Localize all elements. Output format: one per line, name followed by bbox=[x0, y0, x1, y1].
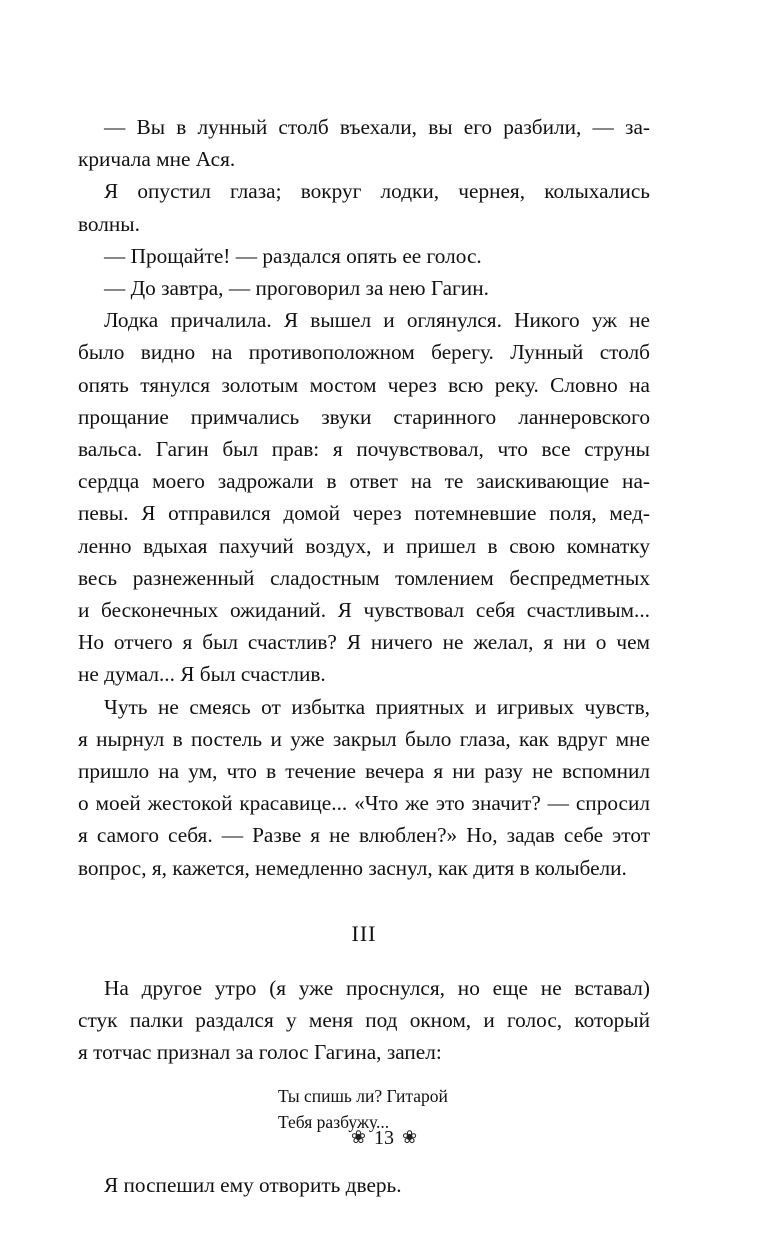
ornament-icon: ❀ bbox=[402, 1127, 418, 1147]
text-line: Я поспешил ему отворить дверь. bbox=[104, 1172, 402, 1197]
paragraph bbox=[78, 175, 650, 239]
text-line: опять тянулся золотым мостом через всю реку. Словно на bbox=[78, 372, 650, 397]
text-block bbox=[78, 111, 650, 1201]
text-line: я самого себя. — Разве я не влюблен?» Но, задав себе этот bbox=[78, 823, 650, 848]
text-line: — До завтра, — проговорил за нею Гагин. bbox=[104, 276, 489, 301]
paragraph bbox=[78, 972, 650, 1069]
paragraph bbox=[78, 691, 650, 884]
text-line: Лодка причалила. Я вышел и оглянулся. Никого уж не bbox=[104, 308, 650, 333]
text-line: Но отчего я был счастлив? Я ничего не желал, я ни о чем bbox=[78, 630, 650, 655]
text-line: На другое утро (я уже проснулся, но еще не вставал) bbox=[104, 976, 650, 1001]
text-line: весь разнеженный сладостным томлением беспредметных bbox=[78, 565, 650, 590]
text-line: ленно вдыхая пахучий воздух, и пришел в свою комнатку bbox=[78, 533, 650, 558]
text-line: о моей жестокой красавице... «Что же это значит? — спросил bbox=[78, 791, 650, 816]
text-line: и бесконечных ожиданий. Я чувствовал себя счастливым... bbox=[78, 598, 650, 623]
verse-line: Тебя разбужу... bbox=[278, 1111, 390, 1132]
paragraph bbox=[78, 1169, 650, 1201]
text-line: было видно на противоположном берегу. Лунный столб bbox=[78, 340, 650, 365]
text-line: кричала мне Ася. bbox=[78, 147, 236, 172]
text-line: я нырнул в постель и уже закрыл было глаза, как вдруг мне bbox=[78, 726, 650, 751]
page-footer bbox=[0, 1127, 768, 1150]
page-number: 13 bbox=[374, 1127, 394, 1149]
text-line: сердца моего задрожали в ответ на те заискивающие на- bbox=[78, 469, 650, 494]
paragraph bbox=[78, 240, 650, 272]
verse-line: Ты спишь ли? Гитарой bbox=[278, 1085, 448, 1106]
text-line: — Прощайте! — раздался опять ее голос. bbox=[104, 243, 482, 268]
text-line: я тотчас признал за голос Гагина, запел: bbox=[78, 1040, 442, 1065]
text-line: пришло на ум, что в течение вечера я ни разу не вспомнил bbox=[78, 759, 650, 784]
text-line: — Вы в лунный столб въехали, вы его разбили, — за- bbox=[104, 115, 650, 139]
text-line: не думал... Я был счастлив. bbox=[78, 662, 326, 687]
ornament-icon: ❀ bbox=[350, 1127, 366, 1147]
text-line: Чуть не смеясь от избытка приятных и игривых чувств, bbox=[104, 694, 650, 719]
text-line: стук палки раздался у меня под окном, и голос, который bbox=[78, 1008, 650, 1033]
text-line: Я опустил глаза; вокруг лодки, чернея, колыхались bbox=[104, 179, 650, 204]
paragraph bbox=[78, 304, 650, 690]
paragraph bbox=[78, 111, 650, 175]
text-line: вопрос, я, кажется, немедленно заснул, как дитя в колыбели. bbox=[78, 855, 627, 880]
text-line: волны. bbox=[78, 211, 140, 236]
text-line: певы. Я отправился домой через потемневшие поля, мед- bbox=[78, 501, 650, 526]
chapter-heading: III bbox=[351, 920, 377, 946]
paragraph bbox=[78, 272, 650, 304]
text-line: прощание примчались звуки старинного ланнеровского bbox=[78, 404, 650, 429]
text-line: вальса. Гагин был прав: я почувствовал, что все струны bbox=[78, 437, 650, 462]
